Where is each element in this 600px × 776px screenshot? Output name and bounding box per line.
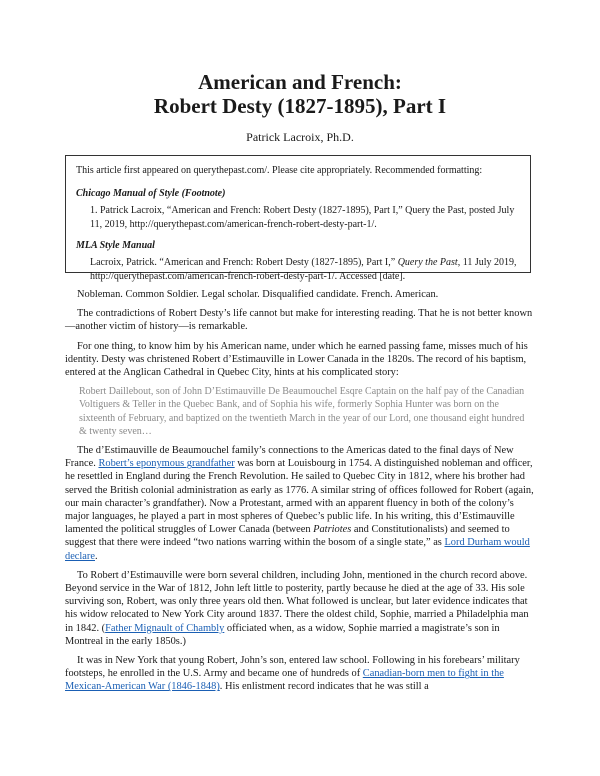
author-byline: Patrick Lacroix, Ph.D. (246, 130, 354, 144)
paragraph-4-text-c: and Constitutionalists) and seemed to suggest that there were indeed “two nations warring within the bosom of a single state,” as (65, 524, 510, 549)
baptism-record-quote: Robert Daillebout, son of John D’Estimauville De Beaumouchel Esqre Captain on the half pay of the Canadian Voltiguers & Teller in the Quebec Bank, and of Sophia his wife, formerly Sophia Hunter was born on the sixteenth of February, and baptized on the twentieth March in the year of our Lord, one thousand eight hundred & twenty seven… (79, 386, 525, 437)
paragraph-4-text-a: The d’Estimauville de Beaumouchel family’s connections to the Americas dated to the final days of New France. (65, 445, 514, 470)
link-lord-durham[interactable]: Lord Durham would declare (65, 537, 530, 562)
paragraph-5-text-b: officiated when, as a widow, Sophie married a magistrate’s son in Montreal in the early 1850s.) (65, 622, 500, 647)
link-father-mignault[interactable]: Father Mignault of Chambly (105, 622, 225, 634)
paragraph-1: Nobleman. Common Soldier. Legal scholar. Disqualified candidate. French. American. (77, 289, 439, 300)
paragraph-6-text-a: It was in New York that young Robert, John’s son, entered law school. Following in his forebears’ military footsteps, he enrolled in the U.S. Army and became one of hundreds of (65, 655, 520, 680)
paragraph-3: For one thing, to know him by his American name, under which he earned passing fame, misses much of his identity. Desty was christened Robert d’Estimauville in Lower Canada in the 1820s. The record of his baptism, entered at the Anglican Cathedral in Quebec City, hints at his complicated story: (65, 340, 528, 379)
mla-entry-post: , 11 July 2019, http://querythepast.com/american-french-robert-desty-part-1/. Accessed [date]. (90, 257, 517, 282)
link-canadian-born-men[interactable]: Canadian-born men to fight in the Mexican-American War (1846-1848) (65, 668, 504, 693)
chicago-entry: 1. Patrick Lacroix, “American and French: Robert Desty (1827-1895), Part I,” Query the Past, posted July 11, 2019, http://querythepast.com/american-french-robert-desty-part-1/. (90, 205, 515, 230)
mla-entry-pre: Lacroix, Patrick. “American and French: Robert Desty (1827-1895), Part I,” (90, 257, 398, 268)
paragraph-4 (65, 444, 539, 563)
mla-journal-title: Query the Past (397, 257, 458, 268)
paragraph-2: The contradictions of Robert Desty’s life cannot but make for interesting reading. That he is not better known—another victim of history—is remarkable. (65, 308, 533, 333)
paragraph-4-text-b: was born at Louisbourg in 1754. A distinguished nobleman and officer, he resettled in England during the French Revolution. He sailed to Quebec City in 1812, where his brother had served the British colonial administration as early as 1776. A similar string of offices followed for Robert (again, our main character’s grandfather). Now a Protestant, armed with an apparent fluency in both of the colony’s major languages, he played a part in most spheres of Quebec’s public life. In his writing, this d’Estimauville lamented the political struggles of Lower Canada (between (65, 458, 534, 536)
paragraph-6 (65, 654, 539, 694)
article-body (65, 288, 539, 700)
citation-box (65, 155, 531, 282)
paragraph-6-text-b: . His enlistment record indicates that he was still a (219, 681, 429, 693)
link-eponymous-grandfather[interactable]: Robert’s eponymous grandfather (98, 458, 235, 470)
title-line-1: American and French: (198, 70, 402, 94)
italic-patriotes: Patriotes (313, 524, 352, 536)
paragraph-5 (65, 569, 539, 648)
paragraph-5-text-a: To Robert d’Estimauville were born several children, including John, mentioned in the church record above. Beyond service in the War of 1812, John left little to posterity, partly because he died at the age of 33. His sole surviving son, Robert, was only three years old then. What followed is unclear, but later evidence indicates that his widow relocated to New York City around 1837. There the oldest child, Sophie, married a Philadelphia man in 1842. ( (65, 569, 529, 634)
citation-intro: This article first appeared on querythepast.com/. Please cite appropriately. Recommended formatting: (76, 165, 483, 176)
title-line-2: Robert Desty (1827-1895), Part I (153, 94, 447, 118)
mla-entry (76, 256, 520, 284)
paragraph-4-text-d: . (95, 550, 98, 562)
chicago-heading: Chicago Manual of Style (Footnote) (76, 188, 226, 199)
mla-heading: MLA Style Manual (76, 240, 155, 251)
